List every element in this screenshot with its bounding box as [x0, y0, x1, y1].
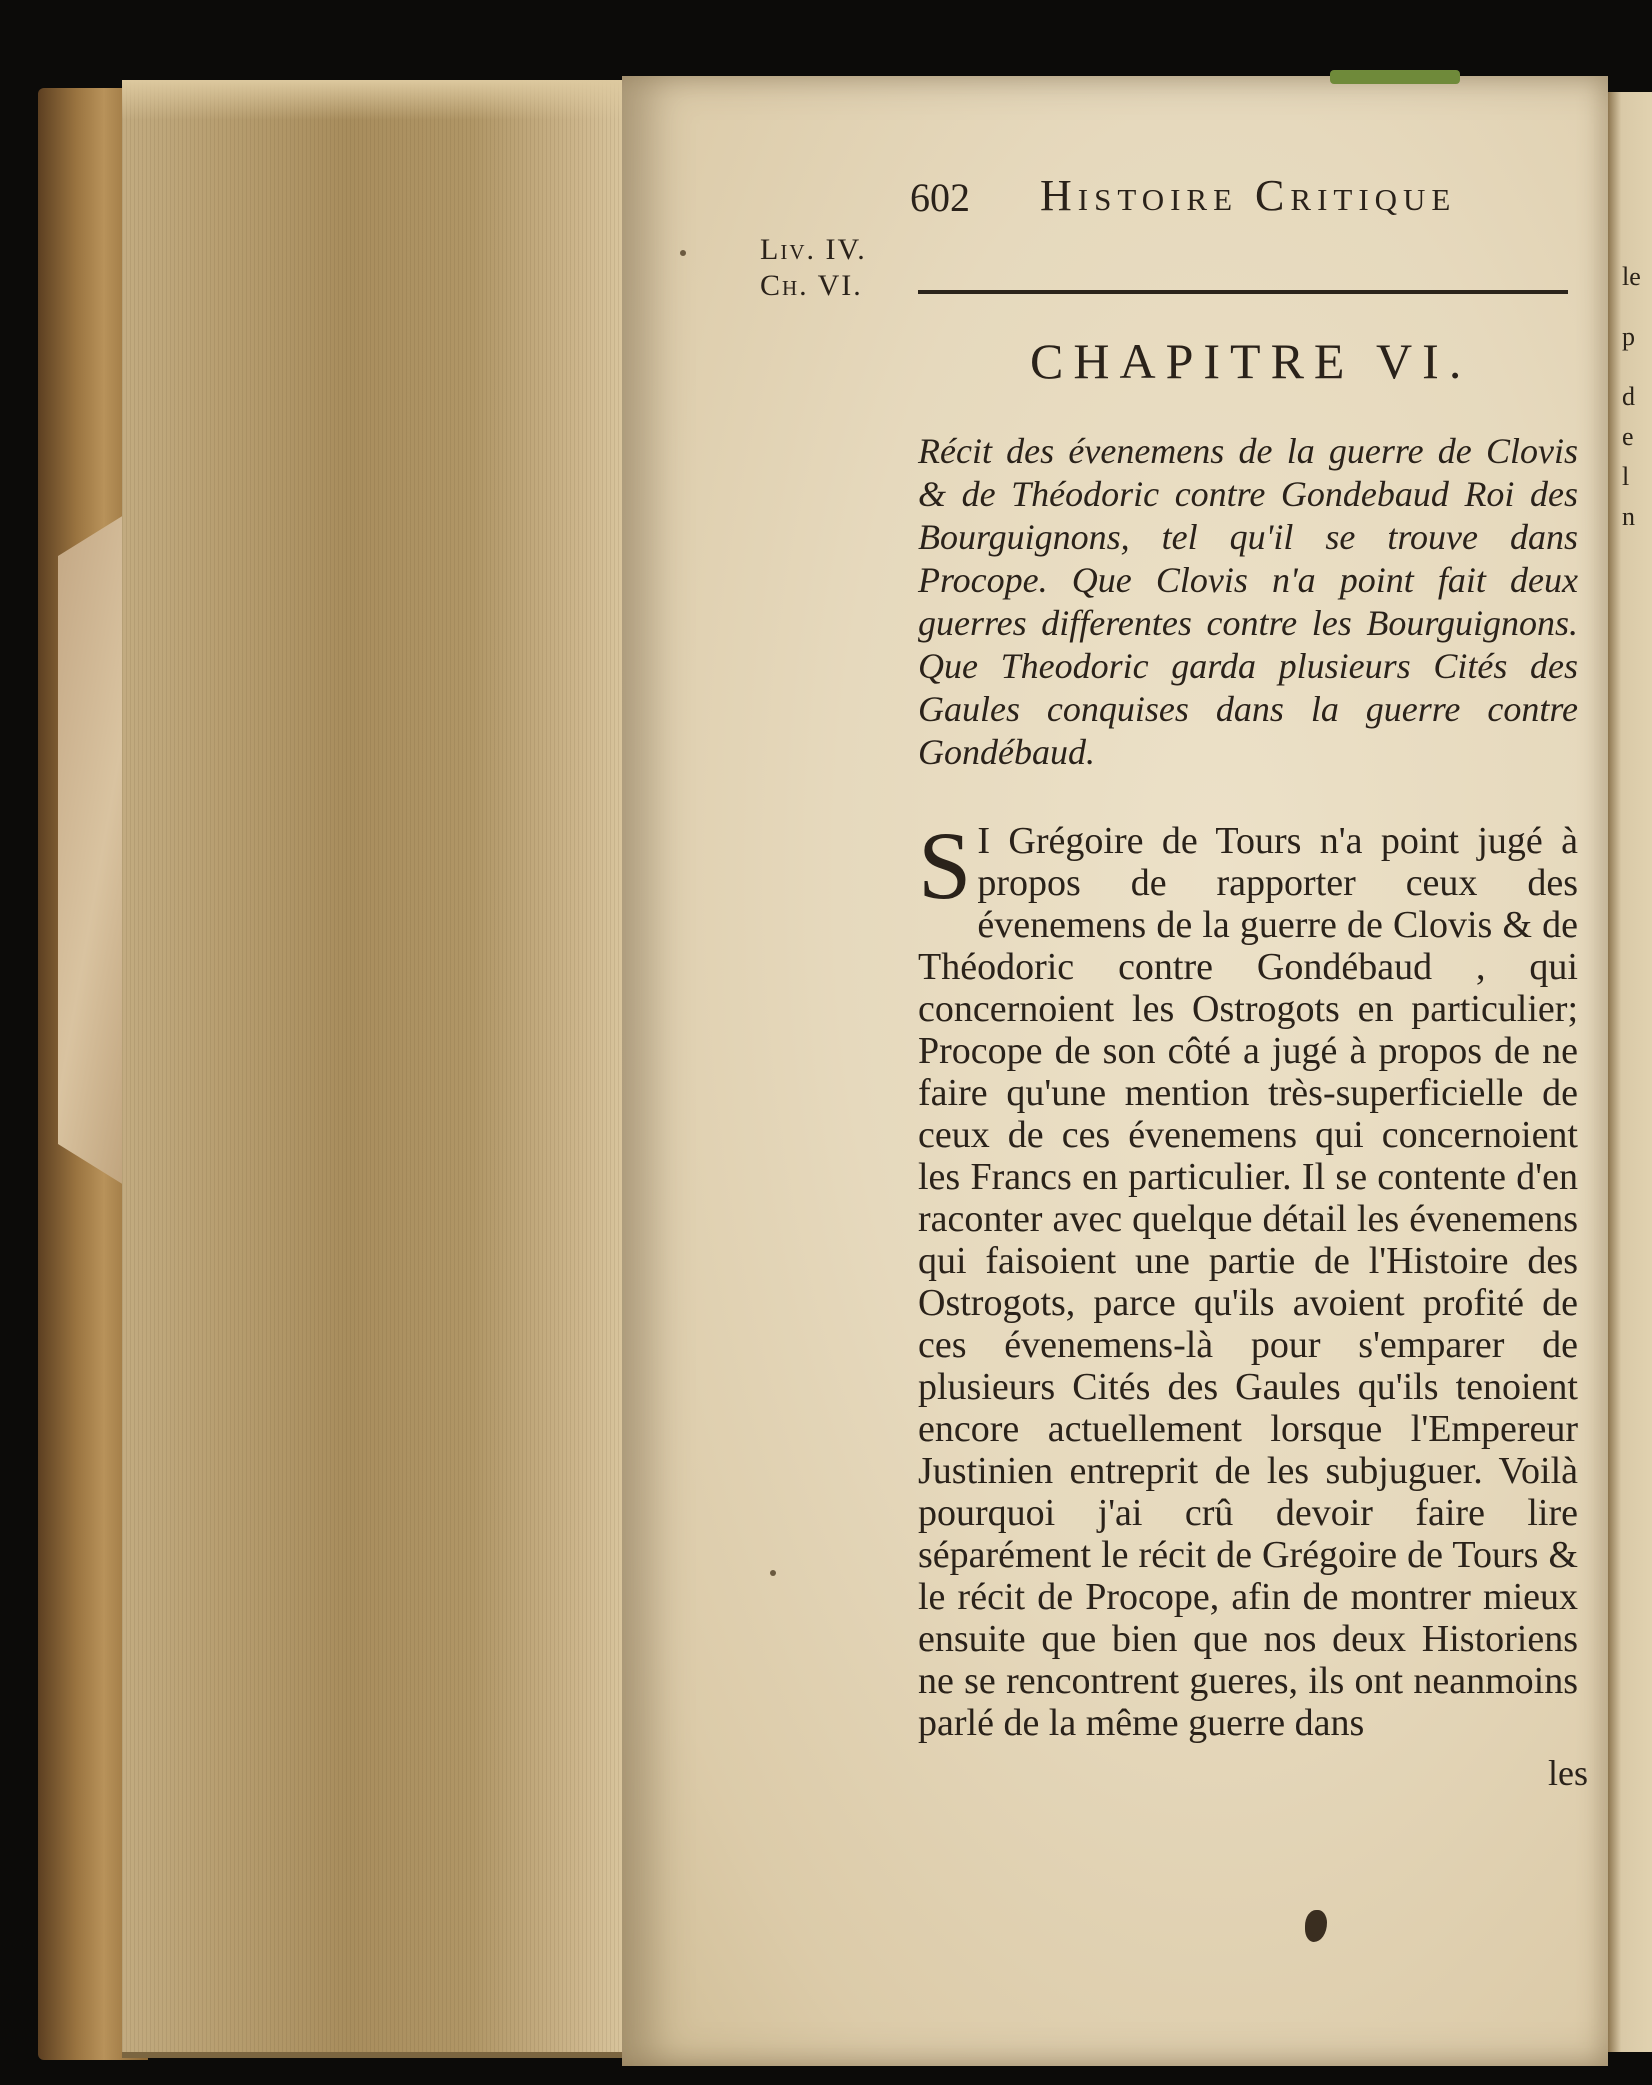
summary-text: Récit des évenemens de la guerre de Clovis & de Théodoric contre Gondebaud Roi des Bourguignons, tel qu'il se trouve dans Procope. Que Clovis n'a point fait deux guerres differentes contre les Bourguignons. Que Theodoric garda plusieurs Cités des Gaules conquises dans la guerre contre Gondébaud.: [918, 431, 1578, 772]
adjacent-fragment: n: [1622, 502, 1635, 531]
page-number: 602: [910, 175, 970, 220]
adjacent-fragment: d: [1622, 382, 1635, 411]
chapter-title: CHAPITRE VI.: [1030, 333, 1472, 389]
drop-cap: S: [918, 812, 972, 919]
margin-note: [760, 232, 867, 304]
header-rule: [918, 290, 1568, 294]
page-edges: [122, 80, 622, 2058]
running-head: [910, 170, 1530, 230]
adjacent-fragment: le: [1622, 262, 1641, 291]
body-paragraph: I Grégoire de Tours n'a point jugé à propos de rapporter ceux des évenemens de la guerre de Clovis & de Théodoric contre Gondébaud , qui concernoient les Ostrogots en particulier; Procope de son côté a jugé à propos de ne faire qu'une mention très-superficielle de ceux de ces évenemens qui concernoient les Francs en particulier. Il se contente d'en raconter avec quelque détail les évenemens qui faisoient une partie de l'Histoire des Ostrogots, parce qu'ils avoient profité de ces évenemens-là pour s'emparer de plusieurs Cités des Gaules qu'ils tenoient encore actuellement lorsque l'Empereur Justinien entreprit de les subjuguer. Voilà pourquoi j'ai crû devoir faire lire séparément le récit de Grégoire de Tours & le récit de Procope, afin de montrer mieux ensuite que bien que nos deux Historiens ne se rencontrent gueres, ils ont neanmoins parlé de la même guerre dans: [918, 820, 1578, 1744]
catchword: les: [1548, 1753, 1588, 1793]
adjacent-page: [1608, 92, 1652, 2052]
margin-chapter: Ch. VI.: [760, 269, 863, 302]
adjacent-fragment: e: [1622, 422, 1634, 451]
adjacent-fragment: l: [1622, 462, 1630, 491]
margin-book: Liv. IV.: [760, 233, 867, 266]
chapter-summary: [918, 430, 1578, 774]
paper-speck: [680, 250, 686, 256]
adjacent-fragment: p: [1622, 322, 1635, 351]
paper-speck: [770, 1570, 776, 1576]
bookmark-ribbon: [1330, 70, 1460, 84]
running-title: Histoire Critique: [1040, 171, 1457, 220]
body-text: [918, 812, 1578, 1744]
